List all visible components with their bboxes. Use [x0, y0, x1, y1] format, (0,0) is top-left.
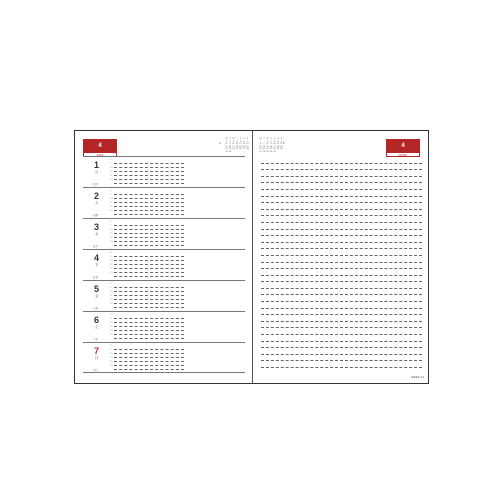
mini-cal-cell: 16	[269, 145, 273, 148]
mini-cal-cell: 15	[225, 145, 228, 148]
mini-cal-cell: 25	[235, 148, 239, 151]
mini-cal-cell: 14	[262, 145, 266, 148]
day-weekday: 水	[95, 232, 99, 236]
mini-cal-cell: F	[239, 138, 242, 140]
mini-cal-cell: 18	[276, 145, 280, 148]
day-lines	[114, 253, 184, 277]
note-line	[261, 342, 422, 349]
mini-cal-cell: 13	[259, 145, 262, 148]
note-line	[261, 190, 422, 197]
mini-cal-cell: 22	[225, 148, 228, 151]
mini-cal-cell: 30	[228, 150, 232, 153]
mini-cal-cell: 28	[262, 150, 266, 153]
month-subtitle: APRIL	[386, 152, 420, 157]
day-weekday: 月	[95, 170, 99, 174]
note-line	[261, 355, 422, 362]
mini-cal-cell: 8	[225, 143, 228, 146]
writing-line	[114, 335, 184, 339]
mini-cal-month: 5	[283, 141, 285, 145]
day-block	[83, 156, 245, 187]
mini-cal-cell	[280, 151, 283, 154]
day-lines	[114, 222, 184, 246]
hour-label: 10	[110, 198, 113, 200]
mini-cal-cell: 21	[246, 145, 249, 148]
hour-label: 11	[110, 264, 113, 266]
note-line	[261, 315, 422, 322]
mini-cal-cell: 19	[280, 145, 283, 148]
hour-label: 11	[110, 326, 113, 328]
mini-calendar	[225, 138, 249, 154]
note-line	[261, 361, 422, 368]
mini-cal-cell: 3	[232, 140, 235, 143]
note-line	[261, 282, 422, 289]
day-note: 先負	[93, 276, 99, 279]
day-lines	[114, 191, 184, 215]
diary-spread	[74, 130, 429, 384]
writing-line	[114, 273, 184, 277]
mini-cal-cell: 5	[280, 140, 283, 143]
day-note: 大安	[93, 338, 99, 341]
mini-cal-cell: 27	[259, 150, 262, 153]
hour-label: 9	[110, 194, 112, 196]
mini-cal-cell: 24	[273, 148, 276, 151]
note-line	[261, 223, 422, 230]
note-line	[261, 289, 422, 296]
note-line	[261, 328, 422, 335]
hour-label: 12	[110, 206, 113, 208]
mini-cal-cell: 13	[242, 143, 246, 146]
day-list	[83, 156, 245, 373]
hour-label: 11	[110, 233, 113, 235]
day-block	[83, 311, 245, 342]
mini-cal-cell: 4	[236, 140, 238, 143]
hour-label: 12	[110, 361, 113, 363]
mini-cal-cell: M	[225, 138, 228, 140]
hour-label: 13	[110, 303, 113, 305]
writing-line	[114, 211, 184, 215]
mini-cal-cell: 29	[266, 150, 269, 153]
mini-cal-cell: 15	[266, 145, 269, 148]
week-number: WEEK 14	[410, 375, 424, 379]
mini-cal-cell: 9	[270, 143, 272, 146]
mini-cal-cell: S	[280, 138, 283, 140]
mini-cal-cell: 7	[246, 140, 249, 143]
note-line	[261, 249, 422, 256]
hour-label: 12	[110, 175, 113, 177]
day-number: 2	[94, 191, 100, 201]
day-number: 7	[94, 346, 100, 356]
day-number: 1	[94, 160, 100, 170]
mini-cal-cell: 25	[276, 148, 280, 151]
mini-cal-cell: 14	[246, 143, 249, 146]
mini-cal-cell: 17	[273, 145, 276, 148]
mini-cal-cell: 17	[232, 145, 235, 148]
day-note: 赤口	[93, 369, 99, 372]
day-weekday: 土	[95, 325, 99, 329]
note-line	[261, 216, 422, 223]
note-line	[261, 322, 422, 329]
day-block	[83, 342, 245, 373]
mini-cal-cell: 6	[243, 140, 245, 143]
mini-cal-cell: T	[236, 138, 238, 140]
day-block	[83, 218, 245, 249]
day-weekday: 火	[95, 201, 99, 205]
hour-label: 13	[110, 272, 113, 274]
mini-cal-cell: 11	[235, 143, 239, 146]
hour-label: 12	[110, 330, 113, 332]
mini-cal-cell: 12	[239, 143, 242, 146]
hour-label: 12	[110, 299, 113, 301]
writing-line	[114, 242, 184, 246]
writing-line	[114, 304, 184, 308]
note-line	[261, 230, 422, 237]
day-number: 3	[94, 222, 100, 232]
note-line	[261, 203, 422, 210]
mini-cal-cell: T	[270, 138, 272, 140]
day-lines	[114, 315, 184, 339]
mini-cal-cell: 26	[239, 148, 242, 151]
mini-cal-cell: 9	[229, 143, 231, 146]
hour-label: 9	[110, 318, 112, 320]
day-number: 4	[94, 253, 100, 263]
notes-lines	[261, 157, 422, 368]
hour-label: 11	[110, 295, 113, 297]
hour-label: 8	[110, 159, 112, 161]
mini-cal-cell: 22	[266, 148, 269, 151]
note-line	[261, 210, 422, 217]
day-lines	[114, 346, 184, 370]
mini-cal-cell: 2	[270, 140, 272, 143]
left-page	[75, 131, 252, 383]
day-weekday: 金	[95, 294, 99, 298]
hour-label: 9	[110, 163, 112, 165]
mini-cal-cell: M	[259, 138, 262, 140]
note-line	[261, 269, 422, 276]
hour-label: 8	[110, 252, 112, 254]
hour-label: 11	[110, 202, 113, 204]
right-page	[253, 131, 430, 383]
mini-cal-cell: 11	[276, 143, 280, 146]
writing-line	[114, 180, 184, 184]
day-lines	[114, 284, 184, 308]
hour-label: 11	[110, 357, 113, 359]
mini-cal-cell: 2	[229, 140, 231, 143]
note-line	[261, 335, 422, 342]
hour-label: 8	[110, 221, 112, 223]
note-line	[261, 348, 422, 355]
hour-label: 8	[110, 345, 112, 347]
mini-cal-cell: F	[273, 138, 276, 140]
mini-cal-cell: 12	[280, 143, 283, 146]
hour-label: 12	[110, 237, 113, 239]
month-tab: 4	[83, 139, 117, 153]
mini-cal-cell: 16	[228, 145, 232, 148]
day-block	[83, 280, 245, 311]
day-number: 6	[94, 315, 100, 325]
hour-label: 13	[110, 179, 113, 181]
mini-cal-cell: 3	[273, 140, 276, 143]
note-line	[261, 309, 422, 316]
hour-label: 9	[110, 225, 112, 227]
mini-cal-cell: 18	[235, 145, 239, 148]
day-weekday: 木	[95, 263, 99, 267]
note-line	[261, 243, 422, 250]
hour-label: 10	[110, 322, 113, 324]
hour-label: 9	[110, 287, 112, 289]
note-line	[261, 295, 422, 302]
hour-label: 8	[110, 314, 112, 316]
note-line	[261, 177, 422, 184]
mini-cal-month: 4	[219, 141, 221, 145]
day-note: 仏滅	[93, 307, 99, 310]
day-note: 先勝	[93, 214, 99, 217]
note-line	[261, 256, 422, 263]
mini-cal-cell: 10	[232, 143, 235, 146]
note-line	[261, 197, 422, 204]
mini-cal-cell: 8	[266, 143, 269, 146]
mini-cal-cell: 23	[269, 148, 273, 151]
mini-cal-cell: T	[229, 138, 231, 140]
note-line	[261, 302, 422, 309]
mini-cal-cell: T	[263, 138, 265, 140]
month-tab: 4	[386, 139, 420, 153]
hour-label: 11	[110, 171, 113, 173]
day-note: 友引	[93, 245, 99, 248]
hour-label: 10	[110, 167, 113, 169]
hour-label: 10	[110, 229, 113, 231]
note-line	[261, 263, 422, 270]
mini-cal-cell: 10	[273, 143, 276, 146]
mini-cal-cell: 21	[262, 148, 266, 151]
day-block	[83, 187, 245, 218]
hour-label: 13	[110, 241, 113, 243]
day-number: 5	[94, 284, 100, 294]
mini-cal-cell: 1	[225, 140, 228, 143]
hour-label: 10	[110, 291, 113, 293]
day-lines	[114, 160, 184, 184]
mini-cal-cell: 29	[225, 150, 228, 153]
note-line	[261, 236, 422, 243]
hour-label: 9	[110, 256, 112, 258]
mini-cal-cell: 6	[259, 143, 262, 146]
hour-label: 10	[110, 353, 113, 355]
hour-label: 9	[110, 349, 112, 351]
mini-calendar	[259, 138, 283, 154]
bottom-rule	[83, 372, 245, 373]
hour-label: 13	[110, 334, 113, 336]
mini-cal-cell: S	[277, 138, 279, 140]
hour-label: 12	[110, 268, 113, 270]
mini-cal-cell: 31	[273, 150, 276, 153]
note-line	[261, 170, 422, 177]
mini-cal-cell: 30	[269, 150, 273, 153]
note-line	[261, 183, 422, 190]
mini-cal-cell: W	[232, 138, 235, 140]
hour-label: 13	[110, 365, 113, 367]
mini-cal-cell: 19	[239, 145, 242, 148]
mini-cal-cell: 4	[277, 140, 279, 143]
mini-cal-cell: 26	[280, 148, 283, 151]
day-block	[83, 249, 245, 280]
mini-cal-cell: 27	[242, 148, 246, 151]
mini-cal-cell: 1	[266, 140, 269, 143]
hour-label: 10	[110, 260, 113, 262]
mini-cal-cell: 7	[263, 143, 265, 146]
mini-cal-cell: S	[246, 138, 249, 140]
mini-cal-cell: 23	[228, 148, 232, 151]
mini-cal-cell: 28	[246, 148, 249, 151]
writing-line	[114, 366, 184, 370]
mini-cal-cell: S	[243, 138, 245, 140]
note-line	[261, 276, 422, 283]
hour-label: 13	[110, 210, 113, 212]
hour-label: 8	[110, 283, 112, 285]
mini-cal-cell: 24	[232, 148, 235, 151]
mini-cal-cell	[246, 151, 249, 154]
note-line	[261, 157, 422, 164]
day-weekday: 日	[95, 356, 99, 360]
month-subtitle: 2024	[83, 152, 117, 157]
note-line	[261, 164, 422, 171]
mini-cal-cell: W	[266, 138, 269, 140]
mini-cal-cell: 5	[239, 140, 242, 143]
mini-cal-cell: 20	[259, 148, 262, 151]
hour-label: 8	[110, 190, 112, 192]
day-note: 四月	[93, 183, 99, 186]
mini-cal-cell: 20	[242, 145, 246, 148]
